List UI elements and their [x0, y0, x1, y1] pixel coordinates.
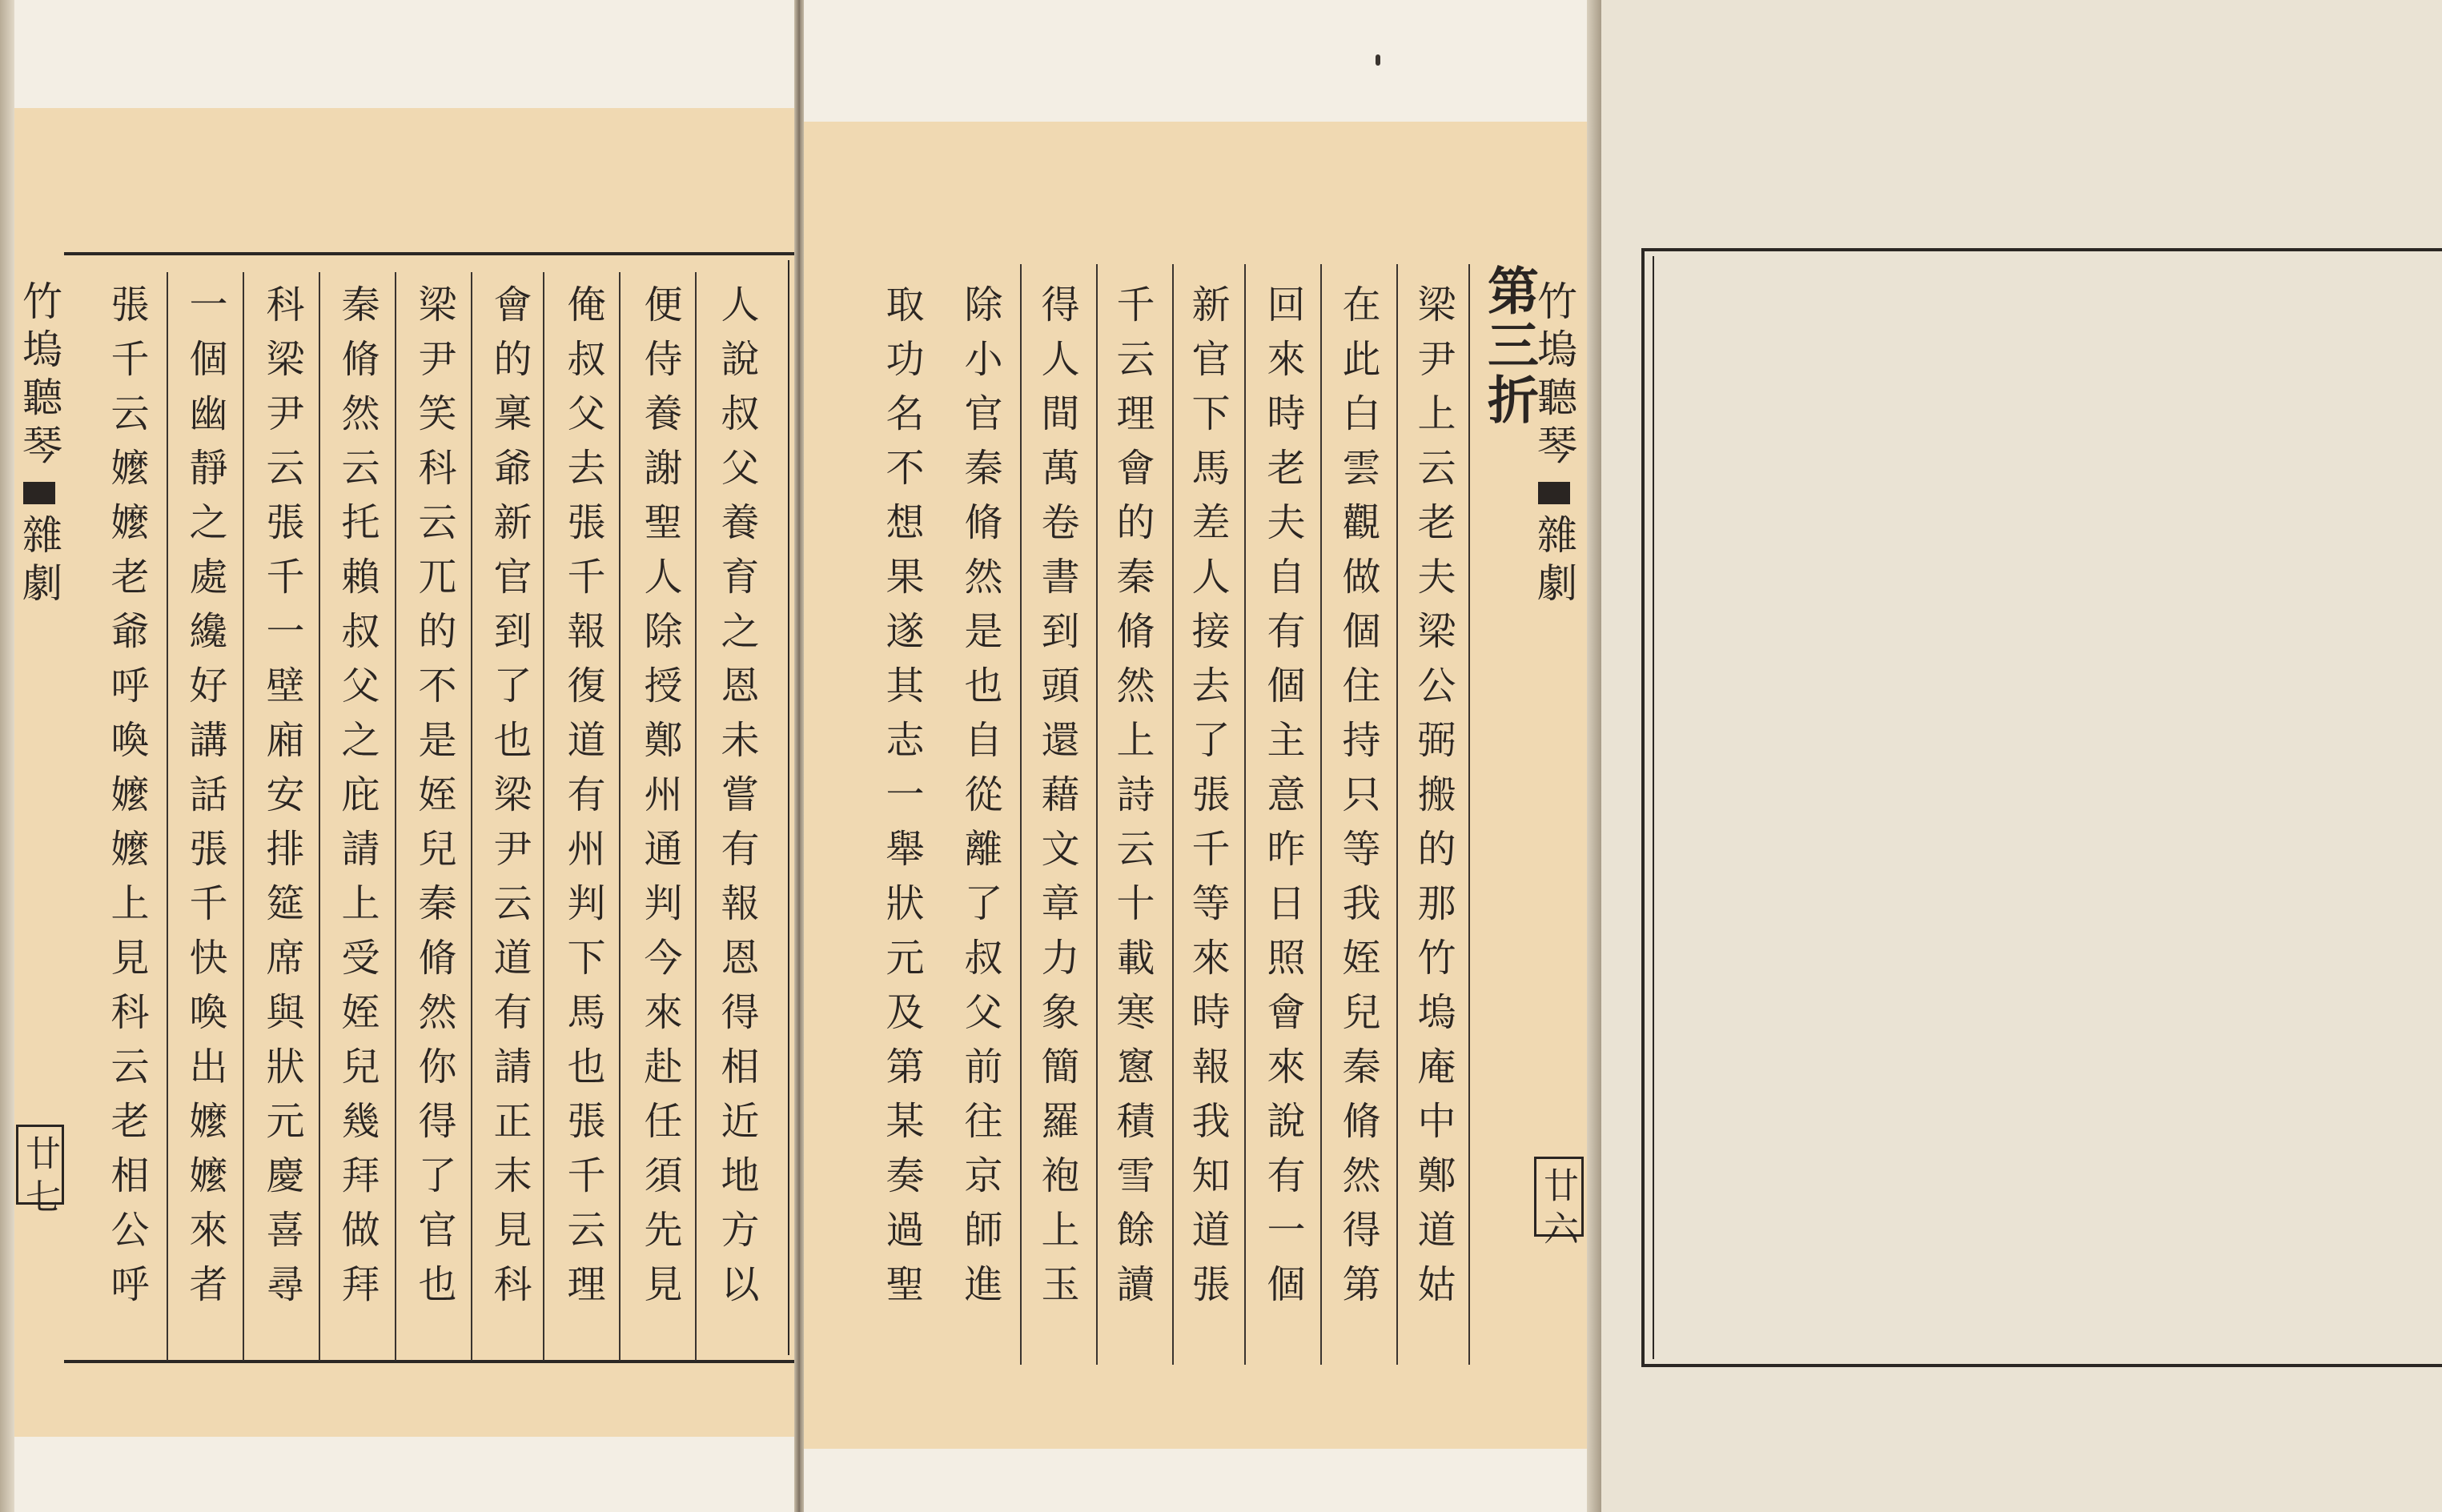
column-rule: [471, 272, 472, 1361]
column-rule: [1468, 264, 1470, 1365]
column-rule: [395, 272, 396, 1361]
left-page-number-box: [16, 1125, 64, 1221]
text-column: 便侍養謝聖人除授鄭州通判今來赴任須先見: [637, 284, 682, 1318]
left-margin-title: 竹塢聽琴: [16, 280, 62, 472]
text-column: 在此白雲觀做個住持只等我姪兒秦脩然得第: [1335, 284, 1380, 1318]
column-rule: [1020, 264, 1022, 1365]
column-rule: [319, 272, 320, 1361]
text-column: 一個幽靜之處纔好講話張千快喚出嬤嬤來者: [183, 284, 227, 1318]
left-page: [14, 0, 796, 1512]
text-column: 回來時老夫自有個主意昨日照會來說有一個: [1260, 284, 1305, 1318]
text-column: 取功名不想果遂其志一舉狀元及第某奏過聖: [879, 284, 924, 1318]
right-text-frame: [1641, 248, 2442, 1367]
text-column: 張千云嬤嬤老爺呼喚嬤嬤上見科云老相公呼: [104, 284, 149, 1318]
text-column: 梁尹上云老夫梁公弼搬的那竹塢庵中鄭道姑: [1411, 284, 1456, 1318]
left-page-number: 廿七: [19, 1135, 60, 1221]
right-margin-header: [1531, 280, 1577, 610]
left-margin-section: 雜劇: [16, 514, 62, 610]
column-rule: [695, 272, 697, 1361]
left-margin-header: [16, 280, 62, 610]
right-margin-section: 雜劇: [1531, 514, 1577, 610]
column-rule: [167, 272, 168, 1361]
right-page: [804, 0, 1587, 1512]
column-rule: [619, 272, 621, 1361]
left-page-edge: [0, 0, 14, 1512]
text-column: 俺叔父去張千報復道有州判下馬也張千云理: [560, 284, 605, 1318]
text-column: 除小官秦脩然是也自從離了叔父前往京師進: [958, 284, 1002, 1318]
text-column: 秦脩然云托賴叔父之庇請上受姪兒幾拜做拜: [335, 284, 380, 1318]
text-column: 新官下馬差人接去了張千等來時報我知道張: [1185, 284, 1230, 1318]
right-page-number-box: [1534, 1157, 1584, 1253]
fish-tail-mark: [23, 482, 55, 504]
right-page-edge: [1587, 0, 1601, 1512]
column-rule: [243, 272, 244, 1361]
right-page-number: 廿六: [1537, 1167, 1578, 1253]
text-column: 人說叔父養育之恩未嘗有報恩得相近地方以: [714, 284, 759, 1318]
column-rule: [1396, 264, 1398, 1365]
act-heading: 第三折: [1479, 264, 1539, 427]
column-rule: [1320, 264, 1322, 1365]
column-rule: [543, 272, 544, 1361]
text-column: 得人間萬卷書到頭還藉文章力象簡羅袍上玉: [1034, 284, 1079, 1318]
column-rule: [1172, 264, 1174, 1365]
column-rule: [1244, 264, 1246, 1365]
text-column: 會的稟爺新官到了也梁尹云道有請正末見科: [487, 284, 532, 1318]
text-column: 千云理會的秦脩然上詩云十載寒窻積雪餘讀: [1110, 284, 1155, 1318]
right-margin-title: 竹塢聽琴: [1531, 280, 1577, 472]
ink-speck: [1376, 54, 1380, 66]
fish-tail-mark: [1538, 482, 1570, 504]
column-rule: [1096, 264, 1098, 1365]
text-column: 科梁尹云張千一壁廂安排筵席與狀元慶喜尋: [259, 284, 304, 1318]
text-column: 梁尹笑科云兀的不是姪兒秦脩然你得了官也: [412, 284, 456, 1318]
